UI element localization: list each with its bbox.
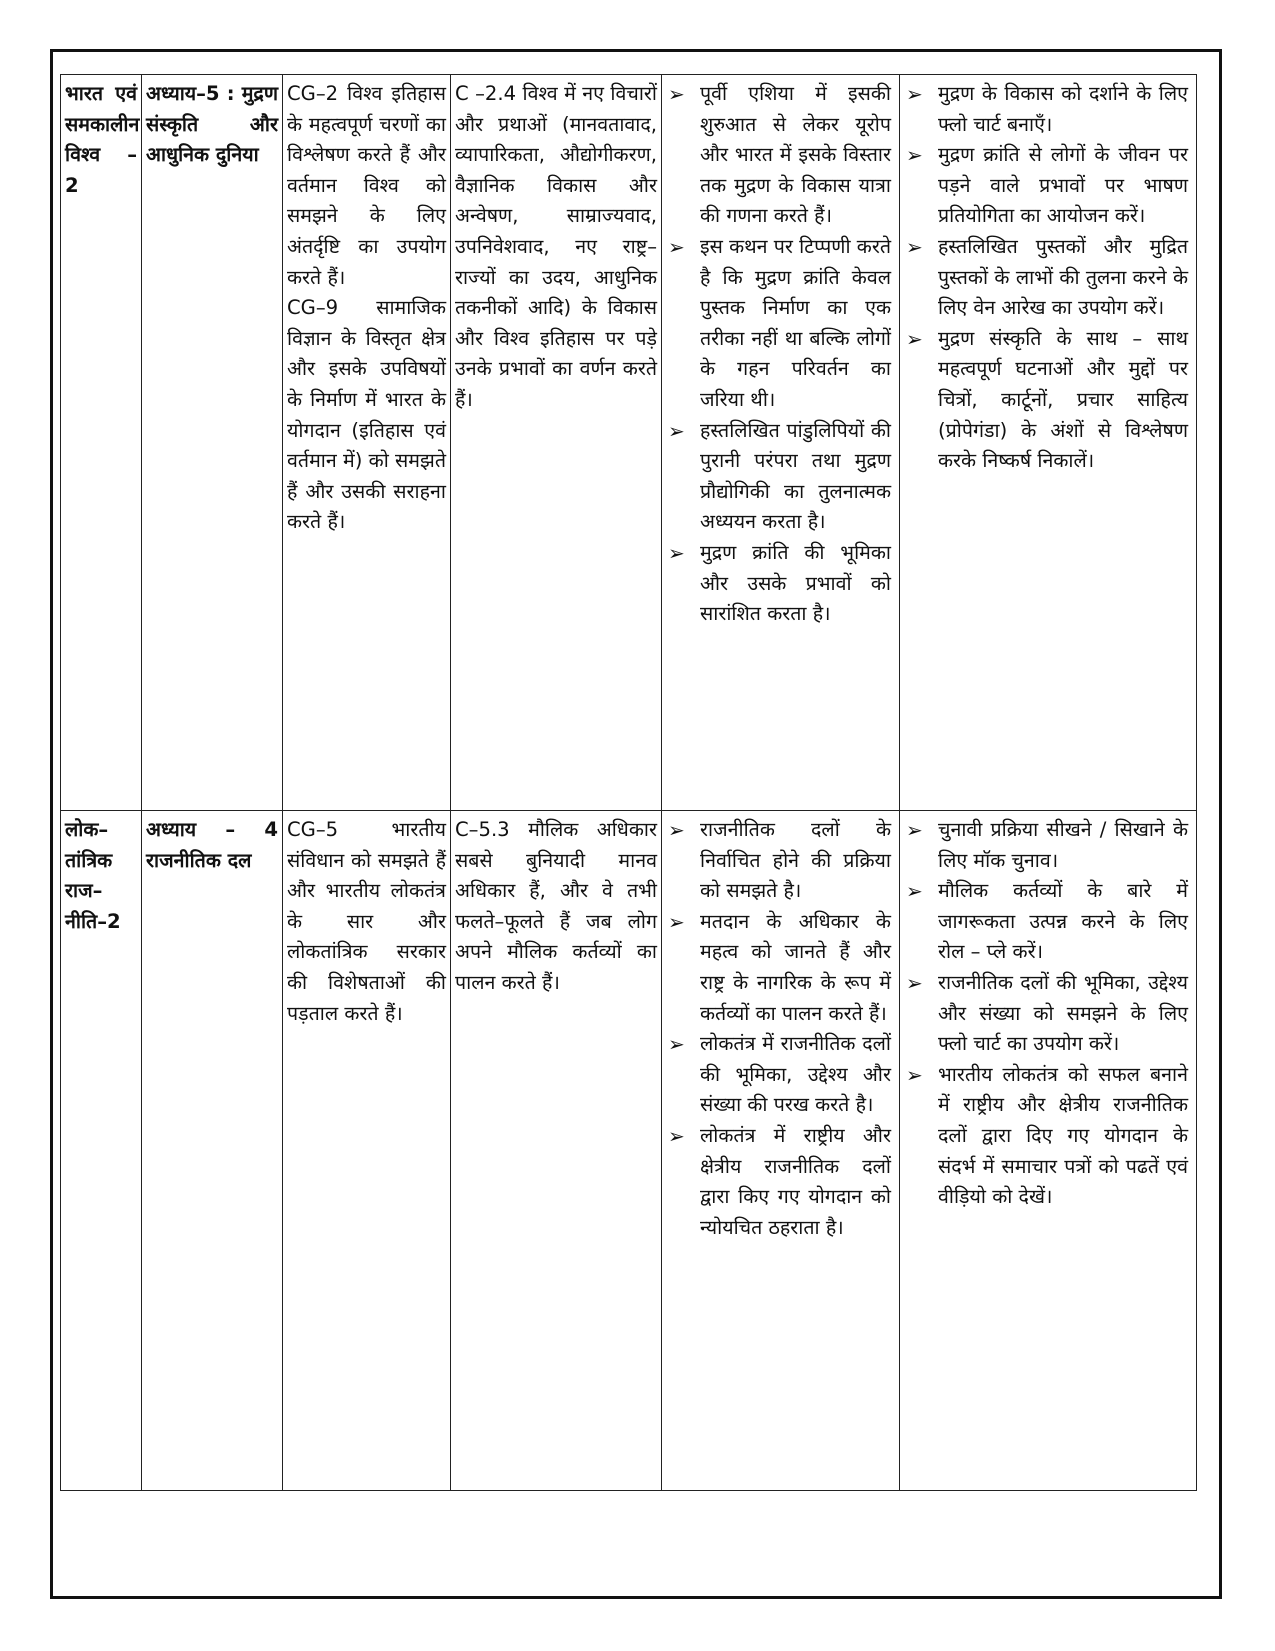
list-item: ➢ लोकतंत्र में राष्ट्रीय और क्षेत्रीय राजनीतिक दलों द्वारा किए गए योगदान को न्योयचित ठहराता है।	[666, 1121, 895, 1243]
arrow-bullet-icon: ➢	[668, 418, 685, 443]
activities-cell	[900, 811, 1197, 1491]
arrow-bullet-icon: ➢	[906, 818, 923, 842]
curricular-goals-cell	[283, 811, 451, 1491]
arrow-bullet-icon: ➢	[906, 82, 923, 106]
list-item: ➢ मुद्रण क्रांति से लोगों के जीवन पर पड़ने वाले प्रभावों पर भाषण प्रतियोगिता का आयोजन करें।	[904, 140, 1192, 232]
list-item: ➢ राजनीतिक दलों की भूमिका, उद्देश्य और संख्या को समझने के लिए फ्लो चार्ट का उपयोग करें।	[904, 968, 1192, 1060]
list-item: ➢ मौलिक कर्तव्यों के बारे में जागरूकता उत्पन्न करने के लिए रोल – प्ले करें।	[904, 876, 1192, 968]
curricular-goal: CG–5 भारतीय संविधान को समझते हैं और भारतीय लोकतंत्र के सार और लोकतांत्रिक सरकार की विशेषताओं की पड़ताल करते हैं।	[287, 818, 446, 1025]
list-item: ➢ मुद्रण क्रांति की भूमिका और उसके प्रभावों को सारांशित करता है।	[666, 538, 895, 630]
list-item: ➢ हस्तलिखित पुस्तकों और मुद्रित पुस्तकों के लाभों की तुलना करने के लिए वेन आरेख का उपयोग करें।	[904, 232, 1192, 324]
arrow-bullet-icon: ➢	[668, 234, 685, 259]
list-item: ➢ राजनीतिक दलों के निर्वाचित होने की प्रक्रिया को समझते है।	[666, 815, 895, 907]
curricular-goal: CG–9 सामाजिक विज्ञान के विस्तृत क्षेत्र और इसके उपविषयों के निर्माण में भारत के योगदान (इतिहास एवं वर्तमान में) को समझते हैं और उसकी सराहना करते हैं।	[287, 296, 446, 534]
arrow-bullet-icon: ➢	[668, 1123, 685, 1148]
list-item: ➢ लोकतंत्र में राजनीतिक दलों की भूमिका, उद्देश्य और संख्या की परख करते है।	[666, 1029, 895, 1121]
curricular-goals-cell	[283, 75, 451, 811]
curricular-goal: CG–2 विश्व इतिहास के महत्वपूर्ण चरणों का विश्लेषण करते हैं और वर्तमान विश्व को समझने के लिए अंतर्दृष्टि का उपयोग करते हैं।	[287, 82, 446, 289]
list-item: ➢ मुद्रण संस्कृति के साथ – साथ महत्वपूर्ण घटनाओं और मुद्दों पर चित्रों, कार्टूनों, प्रचार साहित्य (प्रोपेगंडा) के अंशों से विश्लेषण करके निष्कर्ष निकालें।	[904, 324, 1192, 477]
curriculum-table	[60, 74, 1197, 1491]
learning-outcomes-cell	[662, 811, 900, 1491]
arrow-bullet-icon: ➢	[906, 326, 923, 351]
chapter-cell: अध्याय – 4 राजनीतिक दल	[142, 811, 283, 1491]
table-row	[61, 75, 1197, 811]
arrow-bullet-icon: ➢	[668, 1032, 685, 1057]
chapter-cell: अध्याय–5 : मुद्रण संस्कृति और आधुनिक दुनिया	[142, 75, 283, 811]
unit-cell: लोक–तांत्रिक राज–नीति–2	[61, 811, 142, 1491]
list-item: ➢ मुद्रण के विकास को दर्शाने के लिए फ्लो चार्ट बनाएँ।	[904, 79, 1192, 140]
arrow-bullet-icon: ➢	[668, 540, 685, 565]
arrow-bullet-icon: ➢	[668, 818, 685, 842]
list-item: ➢ चुनावी प्रक्रिया सीखने / सिखाने के लिए मॉक चुनाव।	[904, 815, 1192, 876]
activities-cell	[900, 75, 1197, 811]
arrow-bullet-icon: ➢	[668, 82, 685, 106]
arrow-bullet-icon: ➢	[906, 970, 923, 995]
competency-cell: C –2.4 विश्व में नए विचारों और प्रथाओं (मानवतावाद, व्यापारिकता, औद्योगीकरण, वैज्ञानिक विकास और अन्वेषण, साम्राज्यवाद, उपनिवेशवाद, नए राष्ट्र– राज्यों का उदय, आधुनिक तकनीकों आदि) के विकास और विश्व इतिहास पर पड़े उनके प्रभावों का वर्णन करते हैं।	[451, 75, 662, 811]
unit-cell: भारत एवं समकालीन विश्व – 2	[61, 75, 142, 811]
list-item: ➢ पूर्वी एशिया में इसकी शुरुआत से लेकर यूरोप और भारत में इसके विस्तार तक मुद्रण के विकास यात्रा की गणना करते हैं।	[666, 79, 895, 232]
arrow-bullet-icon: ➢	[906, 879, 923, 904]
table-row	[61, 811, 1197, 1491]
list-item: ➢ हस्तलिखित पांडुलिपियों की पुरानी परंपरा तथा मुद्रण प्रौद्योगिकी का तुलनात्मक अध्ययन करता है।	[666, 416, 895, 538]
list-item: ➢ मतदान के अधिकार के महत्व को जानते हैं और राष्ट्र के नागरिक के रूप में कर्तव्यों का पालन करते हैं।	[666, 907, 895, 1029]
arrow-bullet-icon: ➢	[668, 909, 685, 934]
learning-outcomes-cell	[662, 75, 900, 811]
competency-cell: C–5.3 मौलिक अधिकार सबसे बुनियादी मानव अधिकार हैं, और वे तभी फलते–फूलते हैं जब लोग अपने मौलिक कर्तव्यों का पालन करते हैं।	[451, 811, 662, 1491]
arrow-bullet-icon: ➢	[906, 143, 923, 168]
arrow-bullet-icon: ➢	[906, 1062, 923, 1087]
arrow-bullet-icon: ➢	[906, 234, 923, 259]
list-item: ➢ भारतीय लोकतंत्र को सफल बनाने में राष्ट्रीय और क्षेत्रीय राजनीतिक दलों द्वारा दिए गए योगदान के संदर्भ में समाचार पत्रों को पढतें एवं वीड़ियो को देखें।	[904, 1060, 1192, 1213]
list-item: ➢ इस कथन पर टिप्पणी करते है कि मुद्रण क्रांति केवल पुस्तक निर्माण का एक तरीका नहीं था बल्कि लोगों के गहन परिवर्तन का जरिया थी।	[666, 232, 895, 416]
